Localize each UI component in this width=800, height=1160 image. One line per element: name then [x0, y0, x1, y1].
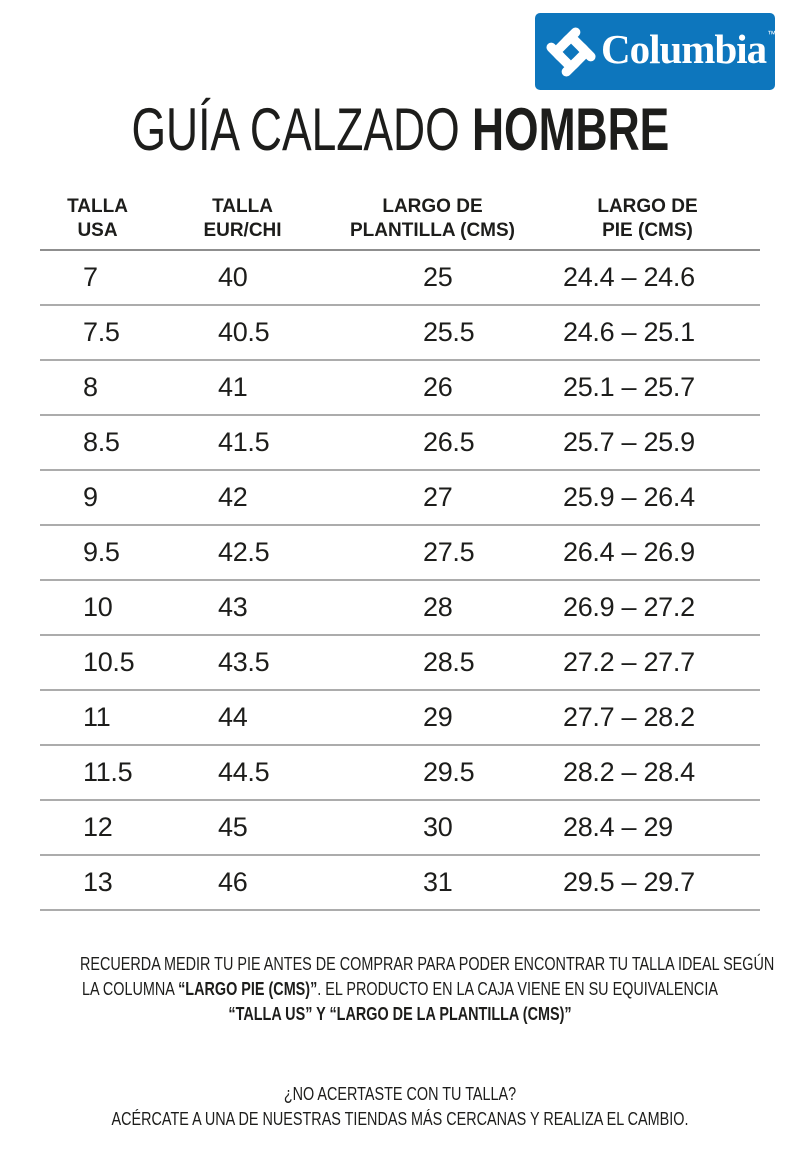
note-text: RECUERDA MEDIR TU PIE ANTES DE COMPRAR PARA PODER ENCONTRAR TU TALLA IDEAL SEGÚN: [80, 954, 775, 974]
title-bold: HOMBRE: [471, 96, 669, 163]
size-cell: 11: [40, 690, 155, 745]
size-cell: 29: [330, 690, 535, 745]
exchange-note: [0, 1082, 800, 1132]
trademark-symbol: ™: [767, 29, 777, 39]
size-cell: 25.9 – 26.4: [535, 470, 760, 525]
measure-note: [0, 952, 800, 1027]
size-cell: 27: [330, 470, 535, 525]
title-regular: GUÍA CALZADO: [131, 96, 472, 163]
size-guide-table: [40, 183, 760, 911]
column-header-line: EUR/CHI: [203, 220, 282, 241]
size-cell: 27.5: [330, 525, 535, 580]
size-cell: 7.5: [40, 305, 155, 360]
size-cell: 7: [40, 250, 155, 305]
size-cell: 44.5: [155, 745, 330, 800]
size-cell: 30: [330, 800, 535, 855]
size-cell: 43: [155, 580, 330, 635]
column-header-line: USA: [77, 220, 118, 241]
size-cell: 12: [40, 800, 155, 855]
size-cell: 29.5: [330, 745, 535, 800]
table-row: [40, 635, 760, 690]
note-emphasis: “TALLA US” Y “LARGO DE LA PLANTILLA (CMS)”: [228, 1004, 572, 1024]
size-cell: 46: [155, 855, 330, 910]
size-cell: 26.9 – 27.2: [535, 580, 760, 635]
table-row: [40, 525, 760, 580]
column-header-line: PLANTILLA (CMS): [350, 220, 515, 241]
table-row: [40, 305, 760, 360]
size-table-body: [40, 250, 760, 910]
size-cell: 28: [330, 580, 535, 635]
column-header-talla-eur-chi: [155, 183, 330, 250]
column-header-largo-pie: [535, 183, 760, 250]
note-text: . EL PRODUCTO EN LA CAJA VIENE EN SU EQUIVALENCIA: [317, 979, 718, 999]
size-cell: 26.5: [330, 415, 535, 470]
column-header-line: TALLA: [67, 196, 128, 217]
size-cell: 9.5: [40, 525, 155, 580]
size-cell: 28.2 – 28.4: [535, 745, 760, 800]
size-cell: 11.5: [40, 745, 155, 800]
table-header-row: [40, 183, 760, 250]
size-cell: 9: [40, 470, 155, 525]
size-cell: 45: [155, 800, 330, 855]
size-cell: 25.1 – 25.7: [535, 360, 760, 415]
size-cell: 26: [330, 360, 535, 415]
size-cell: 13: [40, 855, 155, 910]
size-cell: 40.5: [155, 305, 330, 360]
size-cell: 31: [330, 855, 535, 910]
table-row: [40, 470, 760, 525]
size-cell: 42: [155, 470, 330, 525]
size-cell: 41.5: [155, 415, 330, 470]
size-cell: 25: [330, 250, 535, 305]
size-cell: 40: [155, 250, 330, 305]
size-cell: 27.7 – 28.2: [535, 690, 760, 745]
size-cell: 43.5: [155, 635, 330, 690]
size-cell: 26.4 – 26.9: [535, 525, 760, 580]
column-header-talla-usa: [40, 183, 155, 250]
brand-wordmark: Columbia: [601, 26, 767, 72]
note-text: LA COLUMNA: [82, 979, 179, 999]
table-row: [40, 690, 760, 745]
page-title: [0, 98, 800, 162]
column-header-line: PIE (CMS): [602, 220, 693, 241]
columbia-diamond-icon: [545, 26, 597, 78]
table-row: [40, 580, 760, 635]
size-cell: 29.5 – 29.7: [535, 855, 760, 910]
table-row: [40, 250, 760, 305]
size-cell: 10.5: [40, 635, 155, 690]
table-row: [40, 415, 760, 470]
table-row: [40, 745, 760, 800]
table-row: [40, 855, 760, 910]
size-cell: 8.5: [40, 415, 155, 470]
exchange-note-line-1: ¿NO ACERTASTE CON TU TALLA?: [283, 1084, 517, 1104]
exchange-note-line-2: ACÉRCATE A UNA DE NUESTRAS TIENDAS MÁS CERCANAS Y REALIZA EL CAMBIO.: [111, 1109, 689, 1129]
note-line: [80, 952, 775, 977]
size-cell: 42.5: [155, 525, 330, 580]
note-line: [80, 977, 720, 1002]
table-row: [40, 800, 760, 855]
size-cell: 8: [40, 360, 155, 415]
size-cell: 24.4 – 24.6: [535, 250, 760, 305]
size-cell: 28.4 – 29: [535, 800, 760, 855]
column-header-line: TALLA: [212, 196, 273, 217]
table-row: [40, 360, 760, 415]
size-cell: 10: [40, 580, 155, 635]
column-header-largo-plantilla: [330, 183, 535, 250]
size-cell: 44: [155, 690, 330, 745]
size-cell: 27.2 – 27.7: [535, 635, 760, 690]
size-cell: 28.5: [330, 635, 535, 690]
size-cell: 25.5: [330, 305, 535, 360]
size-cell: 24.6 – 25.1: [535, 305, 760, 360]
columbia-logo: [535, 13, 775, 90]
size-cell: 41: [155, 360, 330, 415]
column-header-line: LARGO DE: [382, 196, 483, 217]
note-line: [80, 1002, 720, 1027]
size-cell: 25.7 – 25.9: [535, 415, 760, 470]
note-emphasis: “LARGO PIE (CMS)”: [178, 979, 318, 999]
column-header-line: LARGO DE: [597, 196, 698, 217]
page-title-text: [131, 98, 669, 162]
